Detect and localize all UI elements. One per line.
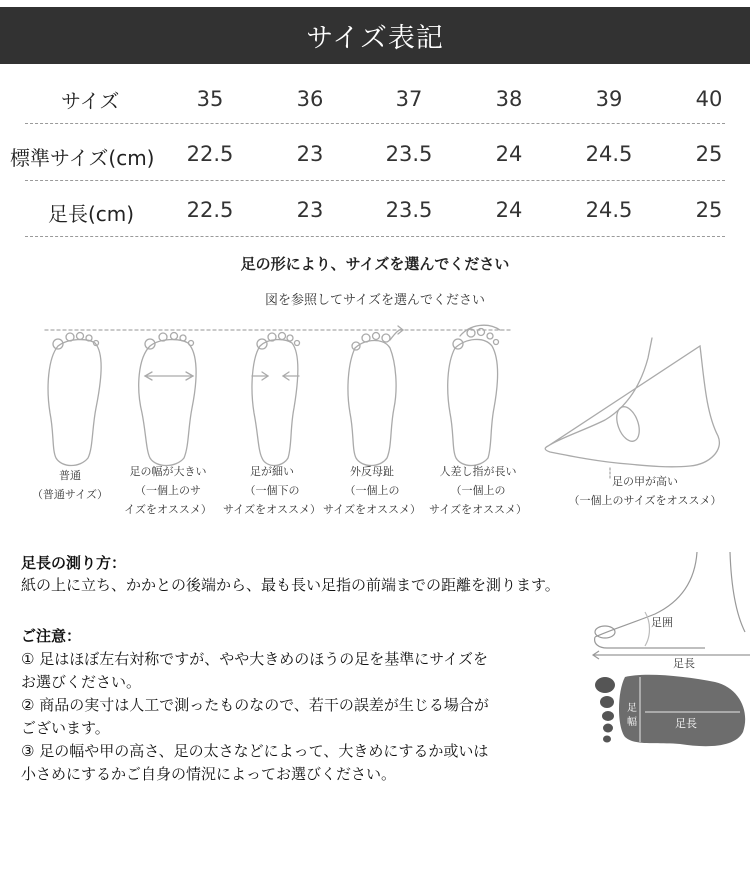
caption-line: （普通サイズ） (31, 488, 109, 501)
table-cell: 25 (695, 198, 723, 222)
caption-line: （一個下の (244, 484, 300, 497)
caption-line: 人差し指が長い (439, 465, 517, 478)
foot-type-illustrations (0, 318, 750, 528)
foot-type-normal (30, 466, 110, 504)
note-line: 小さめにするかご自身の情況によってお選びください。 (21, 765, 397, 783)
table-cell: 23.5 (385, 142, 433, 166)
width-label: 足 (627, 703, 637, 714)
table-cell: 23.5 (385, 198, 433, 222)
foot-type-bunion (320, 462, 424, 519)
table-cell: 23 (296, 198, 324, 222)
note-line: ございます。 (21, 719, 110, 737)
row-divider (25, 180, 725, 181)
caption-line: サイズをオススメ） (322, 503, 421, 516)
caption-line: サイズをオススメ） (222, 503, 321, 516)
foot-type-long-index-toe (426, 462, 530, 519)
foot-guide-title: 足の形により、サイズを選んでください (240, 255, 510, 273)
foot-type-wide (118, 462, 218, 519)
length-label: 足長 (673, 657, 695, 670)
table-cell: 39 (595, 87, 623, 111)
width-label: 幅 (627, 717, 637, 728)
table-cell: 24 (495, 198, 523, 222)
table-cell: 35 (196, 87, 224, 111)
measure-section (21, 552, 560, 596)
foot-guide-subtitle: 図を参照してサイズを選んでください (265, 293, 485, 308)
caption-line: イズをオススメ） (124, 503, 212, 516)
table-cell: 37 (395, 87, 423, 111)
table-row (0, 72, 750, 128)
row-divider (25, 236, 725, 237)
table-row (0, 183, 750, 239)
caption-line: （一個上のサイズをオススメ） (568, 494, 722, 507)
foot-type-high-instep (560, 472, 730, 510)
page-title: サイズ表記 (0, 7, 750, 64)
table-cell: 40 (695, 87, 723, 111)
caption-line: サイズをオススメ） (428, 503, 527, 516)
table-cell: 24 (495, 142, 523, 166)
table-cell: 22.5 (186, 198, 234, 222)
row-divider (25, 123, 725, 124)
caption-line: 普通 (59, 469, 81, 482)
table-cell: 23 (296, 142, 324, 166)
row-label: 標準サイズ(cm) (10, 146, 155, 170)
note-line: ③ 足の幅や甲の高さ、足の太さなどによって、大きめにするか或いは (21, 742, 489, 760)
notes-title: ご注意： (21, 627, 82, 645)
table-row (0, 127, 750, 183)
note-line: ① 足はほぼ左右対称ですが、やや大きめのほうの足を基準にサイズを (21, 650, 489, 668)
caption-line: （一個上の (344, 484, 400, 497)
girth-label: 足囲 (651, 616, 673, 629)
caption-line: 足の甲が高い (612, 475, 678, 488)
note-line: ② 商品の実寸は人工で測ったものなので、若干の誤差が生じる場合が (21, 696, 489, 714)
note-line: お選びください。 (21, 673, 142, 691)
row-label: サイズ (61, 89, 120, 113)
table-cell: 25 (695, 142, 723, 166)
length-label: 足長 (675, 717, 697, 730)
table-cell: 24.5 (585, 198, 633, 222)
caption-line: （一個上の (450, 484, 506, 497)
measure-title: 足長の測り方： (21, 554, 127, 572)
foot-side-view-icon (585, 552, 750, 757)
table-cell: 22.5 (186, 142, 234, 166)
caption-line: （一個上のサ (135, 484, 201, 497)
caption-line: 足が細い (250, 465, 294, 478)
caption-line: 足の幅が大きい (129, 465, 207, 478)
foot-measure-diagram (585, 552, 750, 757)
table-cell: 38 (495, 87, 523, 111)
row-label: 足長(cm) (48, 202, 135, 226)
foot-type-narrow (222, 462, 322, 519)
measure-text: 紙の上に立ち、かかとの後端から、最も長い足指の前端までの距離を測ります。 (21, 576, 560, 594)
caption-line: 外反母趾 (350, 465, 394, 478)
table-cell: 24.5 (585, 142, 633, 166)
table-cell: 36 (296, 87, 324, 111)
